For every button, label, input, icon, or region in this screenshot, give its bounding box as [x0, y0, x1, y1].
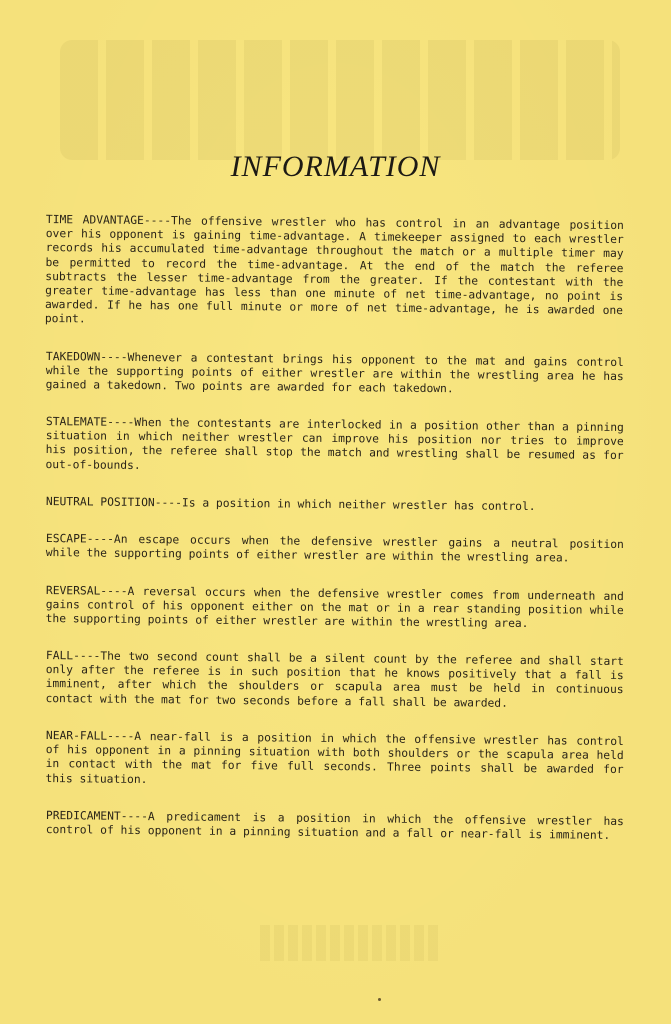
definition-text: An escape occurs when the defensive wrestler gains a neutral position while the supporting points of either wrestler are within the wrestling area. — [45, 532, 624, 565]
definition-near-fall — [45, 729, 624, 792]
definition-text: The offensive wrestler who has control in an advantage position over his opponent is gaining time-advantage. A timekeeper assigned to each wrestler records his accumulated time-advantage throughout the match or a multiple timer may be permitted to record the time-advantage. At the end of the match the referee subtracts the lesser time-advantage from the greater. If the contestant with the greater time-advantage has less than one minute of net time-advantage, no point is awarded. If he has one full minute or more of net time-advantage, he is awarded one point. — [44, 214, 624, 326]
paper-speck — [378, 998, 381, 1001]
definition-fall — [45, 649, 624, 712]
definition-predicament — [46, 809, 624, 843]
definition-reversal — [46, 584, 624, 633]
bleed-through-heading — [60, 40, 620, 160]
definition-takedown — [46, 350, 624, 399]
term-label: STALEMATE---- — [45, 415, 135, 430]
term-label: TIME ADVANTAGE---- — [45, 213, 172, 228]
definition-text: When the contestants are interlocked in a position other than a pinning situation in which neither wrestler can improve his position nor tries to improve his position, the referee shall stop the match and wrestling shall be resumed as for out-of-bounds. — [45, 416, 624, 472]
definition-text: A predicament is a position in which the offensive wrestler has control of his opponent in a pinning situation and a fall or near-fall is imminent. — [45, 809, 624, 843]
bleed-through-footer — [260, 925, 440, 961]
definition-text: Whenever a contestant brings his opponent to the mat and gains control while the supporting points of either wrestler are within the wrestling area he has gained a takedown. Two points are awarded for each takedown. — [45, 350, 624, 396]
page-title: INFORMATION — [230, 150, 441, 183]
definition-time-advantage — [45, 213, 624, 333]
term-label: ESCAPE---- — [45, 532, 115, 546]
definition-text: The two second count shall be a silent count by the referee and shall start only after the referee is in such position that he knows positively that a fall is imminent, after which the shoulders or scapula area must be held in continuous contact with the mat for two seconds before a fall shall be awarded. — [45, 649, 624, 710]
term-label: NEAR-FALL---- — [45, 729, 135, 744]
definitions-list — [46, 213, 624, 860]
term-label: NEUTRAL POSITION---- — [45, 495, 183, 510]
term-label: PREDICAMENT---- — [45, 808, 149, 823]
term-label: TAKEDOWN---- — [45, 349, 128, 364]
definition-text: A near-fall is a position in which the offensive wrestler has control of his opponent in a pinning situation with both shoulders or the scapula area held in contact with the mat for five full seconds. Three points shall be awarded for this situation. — [45, 730, 624, 786]
definition-escape — [46, 532, 624, 566]
definition-text: Is a position in which neither wrestler has control. — [181, 496, 536, 514]
definition-neutral-position — [46, 495, 624, 515]
definition-text: A reversal occurs when the defensive wrestler comes from underneath and gains control of his opponent either on the mat or in a rear standing position while the supporting points of either wrestler are within the wrestling area. — [45, 584, 624, 631]
term-label: REVERSAL---- — [45, 583, 128, 598]
term-label: FALL---- — [45, 649, 101, 663]
definition-stalemate — [45, 415, 624, 478]
